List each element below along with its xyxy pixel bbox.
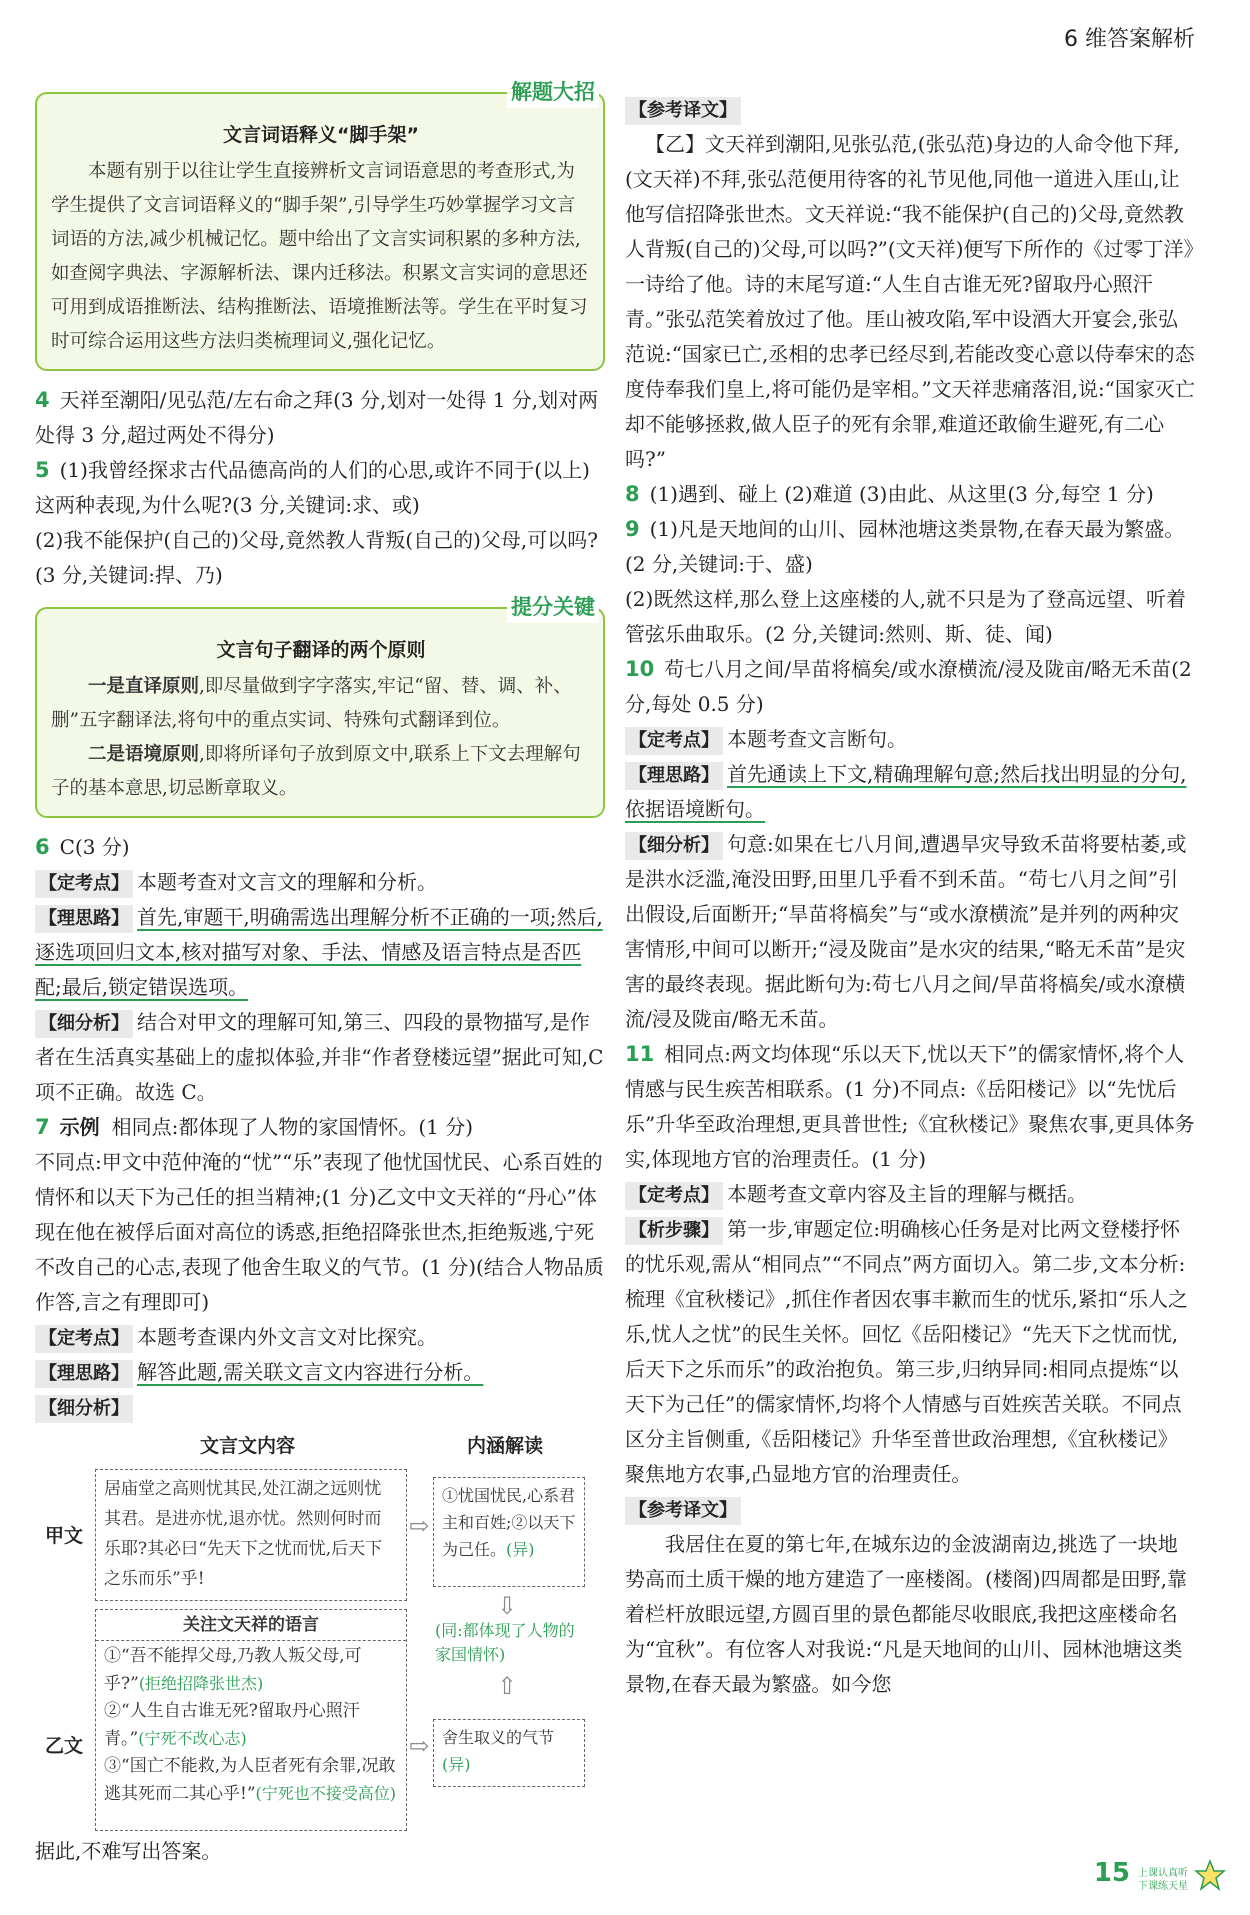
slogan-line: 上课认真听 bbox=[1138, 1868, 1188, 1879]
translation-text: 【乙】文天祥到潮阳,见张弘范,(张弘范)身边的人命令他下拜,(文天祥)不拜,张弘范便用待客的礼节见他,同他一道进入厓山,让他写信招降张世杰。文天祥说:“我不能保护(自己的)父母,竟然教人背叛(自己的)父母,可以吗?”(文天祥)便写下所作的《过零丁洋》一诗给了他。诗的末尾写道:“人生自古谁无死?留取丹心照汗青。”张弘范笑着放过了他。厓山被攻陷,军中设酒大开宴会,张弘范说:“国家已亡,丞相的忠孝已经尽到,若能改变心意以侍奉宋的态度侍奉我们皇上,将可能仍是宰相。”文天祥悲痛落泪,说:“国家灭亡却不能够拯救,做人臣子的死有余罪,难道还敢偷生避死,有二心吗?” bbox=[625, 132, 1195, 471]
answer-text: 不同点:甲文中范仲淹的“忧”“乐”表现了他忧国忧民、心系百姓的情怀和以天下为己任的担当精神;(1 分)乙文中文天祥的“丹心”体现在他在被俘后面对高位的诱惑,拒绝招降张世杰,拒绝叛逃,宁死不改自己的心志,表现了他舍生取义的气节。(1 分)(结合人物品质作答,言之有理即可) bbox=[35, 1150, 604, 1314]
column-header: 内涵解读 bbox=[467, 1435, 544, 1457]
comparison-diagram bbox=[35, 1429, 605, 1834]
interpretation-content: ①忧国忧民,心系君主和百姓;②以天下为己任。 bbox=[442, 1486, 576, 1559]
analysis-paragraph bbox=[625, 827, 1195, 1037]
tip-title: 文言词语释义“脚手架” bbox=[223, 124, 419, 146]
question-10 bbox=[625, 652, 1195, 722]
tip-body: 本题有别于以往让学生直接辨析文言词语意思的考查形式,为学生提供了文言词语释义的“脚手架”,引导学生巧妙掌握学习文言词语的方法,减少机械记忆。题中给出了文言实词积累的多种方法,如查阅字典法、字源解析法、课内迁移法。积累文言实词的意思还可用到成语推断法、结构推断法、语境推断法等。学生在平时复习时可综合运用这些方法归类梳理词义,强化记忆。 bbox=[51, 161, 588, 352]
quote-note: (宁死不改心志) bbox=[138, 1729, 247, 1748]
quote-text: ③“国亡不能救,为人臣者死有余罪,况敢逃其死而二其心乎!” bbox=[104, 1756, 396, 1804]
section-tag: 【定考点】 bbox=[625, 1182, 723, 1210]
interpretation-text bbox=[434, 1720, 584, 1782]
slogan-line: 下课练天星 bbox=[1138, 1881, 1188, 1892]
question-number: 7 bbox=[35, 1115, 50, 1139]
question-number: 8 bbox=[625, 482, 640, 506]
section-tag: 【定考点】 bbox=[625, 727, 723, 755]
answer-text: 天祥至潮阳/见弘范/左右命之拜(3 分,划对一处得 1 分,划对两处得 3 分,超过两处不得分) bbox=[35, 388, 599, 447]
star-logo-icon bbox=[1194, 1859, 1226, 1891]
interpretation-text bbox=[434, 1478, 584, 1567]
analysis-paragraph bbox=[625, 1212, 1195, 1492]
passage-excerpt: 居庙堂之高则忧其民,处江湖之远则忧其君。是进亦忧,退亦忧。然则何时而乐耶?其必曰“先天下之忧而忧,后天下之乐而乐”乎! bbox=[104, 1479, 383, 1589]
question-11 bbox=[625, 1037, 1195, 1177]
translation-text: 我居住在夏的第七年,在城东边的金波湖南边,挑选了一块地势高而土质干燥的地方建造了一座楼阁。(楼阁)四周都是田野,靠着栏杆放眼远望,方圆百里的景色都能尽收眼底,我把这座楼命名为“宜秋”。有位客人对我说:“凡是天地间的山川、园林池塘这类景物,在春天最为繁盛。如今您 bbox=[625, 1532, 1187, 1696]
analysis-text: 本题考查课内外文言文对比探究。 bbox=[137, 1325, 437, 1349]
page-header: 6 维答案解析 bbox=[1064, 27, 1195, 52]
interpretation-box bbox=[433, 1477, 585, 1587]
section-tag: 【析步骤】 bbox=[625, 1217, 723, 1245]
tip-tag: 提分关键 bbox=[507, 591, 599, 623]
tip-paragraph bbox=[51, 738, 591, 806]
example-label: 示例 bbox=[59, 1115, 100, 1139]
text-box bbox=[95, 1609, 407, 1831]
answer-text: 苟七八月之间/旱苗将槁矣/或水潦横流/浸及陇亩/略无禾苗(2 分,每处 0.5 分) bbox=[625, 657, 1192, 716]
quote-note: (拒绝招降张世杰) bbox=[138, 1674, 264, 1693]
quote-3 bbox=[96, 1753, 406, 1812]
answer-text: 相同点:两文均体现“乐以天下,忧以天下”的儒家情怀,将个人情感与民生疾苦相联系。(1 分)不同点:《岳阳楼记》以“先忧后乐”升华至政治理想,更具普世性;《宜秋楼记》聚焦农事,更具体务实,体现地方官的治理责任。(1 分) bbox=[625, 1042, 1195, 1171]
analysis-paragraph bbox=[625, 757, 1195, 827]
section-tag: 【细分析】 bbox=[35, 1010, 133, 1038]
analysis-text: 首先通读上下文,精确理解句意;然后找出明显的分句,依据语境断句。 bbox=[625, 762, 1187, 821]
interpretation-note: (异) bbox=[506, 1540, 535, 1559]
answer-text: C(3 分) bbox=[59, 835, 130, 859]
section-tag: 【理思路】 bbox=[625, 762, 723, 790]
column-header: 文言文内容 bbox=[200, 1435, 296, 1457]
answer-text: (2)既然这样,那么登上这座楼的人,就不只是为了登高远望、听着管弦乐曲取乐。(2 分,关键词:然则、斯、徒、闻) bbox=[625, 587, 1187, 646]
analysis-text: 第一步,审题定位:明确核心任务是对比两文登楼抒怀的忧乐观,需从“相同点”“不同点”两方面切入。第二步,文本分析:梳理《宜秋楼记》,抓住作者因农事丰歉而生的忧乐,紧扣“乐人之乐,忧人之忧”的民生关怀。回忆《岳阳楼记》“先天下之忧而忧,后天下之乐而乐”的政治抱负。第三步,归纳异同:相同点提炼“以天下为己任”的儒家情怀,均将个人情感与百姓疾苦关联。不同点区分主旨侧重,《岳阳楼记》升华至普世政治理想,《宜秋楼记》聚焦地方农事,凸显地方官的治理责任。 bbox=[625, 1217, 1188, 1486]
quote-text: ②“人生自古谁无死?留取丹心照汗青。” bbox=[104, 1701, 360, 1749]
section-tag: 【参考译文】 bbox=[625, 97, 741, 125]
question-number: 4 bbox=[35, 388, 50, 412]
analysis-text: 句意:如果在七八月间,遭遇旱灾导致禾苗将要枯萎,或是洪水泛滥,淹没田野,田里几乎看不到禾苗。“苟七八月之间”引出假设,后面断开;“旱苗将槁矣”与“或水潦横流”是并列的两种灾害情形,中间可以断开;“浸及陇亩”是水灾的结果,“略无禾苗”是灾害的最终表现。据此断句为:苟七八月之间/旱苗将槁矣/或水潦横流/浸及陇亩/略无禾苗。 bbox=[625, 832, 1187, 1031]
analysis-paragraph bbox=[35, 1390, 605, 1425]
question-number: 10 bbox=[625, 657, 655, 681]
answer-text: (1)我曾经探求古代品德高尚的人们的心思,或许不同于(以上)这两种表现,为什么呢?(3 分,关键词:求、或) bbox=[35, 458, 590, 517]
tip-paragraph bbox=[51, 670, 591, 738]
same-note: (同:都体现了人物的家国情怀) bbox=[435, 1621, 575, 1664]
question-number: 5 bbox=[35, 458, 50, 482]
question-7 bbox=[35, 1110, 605, 1145]
question-4 bbox=[35, 383, 605, 453]
row-label: 甲文 bbox=[45, 1525, 84, 1547]
analysis-paragraph bbox=[35, 900, 605, 1005]
text-box bbox=[95, 1469, 407, 1601]
principle-text: ,即尽量做到字字落实,牢记“留、替、调、补、删”五字翻译法,将句中的重点实词、特殊句式翻译到位。 bbox=[51, 676, 572, 731]
answer-text: (2)我不能保护(自己的)父母,竟然教人背叛(自己的)父母,可以吗?(3 分,关键词:捍、乃) bbox=[35, 528, 598, 587]
answer-text: (1)遇到、碰上 (2)难道 (3)由此、从这里(3 分,每空 1 分) bbox=[649, 482, 1154, 506]
analysis-paragraph bbox=[35, 865, 605, 900]
question-number: 9 bbox=[625, 517, 640, 541]
right-column bbox=[625, 92, 1195, 1702]
section-heading bbox=[625, 92, 1195, 127]
row-label: 乙文 bbox=[45, 1735, 84, 1757]
arrow-down-icon: ⇩ bbox=[497, 1592, 518, 1620]
analysis-text: 首先,审题干,明确需选出理解分析不正确的一项;然后,逐选项回归文本,核对描写对象、手法、情感及语言特点是否匹配;最后,锁定错误选项。 bbox=[35, 905, 603, 999]
tip-title: 文言句子翻译的两个原则 bbox=[216, 639, 426, 661]
quote-text: ①“吾不能捍父母,乃教人叛父母,可乎?” bbox=[104, 1646, 362, 1694]
section-tag: 【细分析】 bbox=[625, 832, 723, 860]
quote-note: (宁死也不接受高位) bbox=[255, 1784, 397, 1803]
analysis-text: 解答此题,需关联文言文内容进行分析。 bbox=[137, 1360, 484, 1384]
arrow-up-icon: ⇧ bbox=[497, 1672, 518, 1700]
principle-text: ,即将所译句子放到原文中,联系上下文去理解句子的基本意思,切忌断章取义。 bbox=[51, 744, 581, 799]
section-tag: 【参考译文】 bbox=[625, 1497, 741, 1525]
section-tag: 【理思路】 bbox=[35, 1360, 133, 1388]
section-heading bbox=[625, 1492, 1195, 1527]
question-9 bbox=[625, 512, 1195, 582]
left-column bbox=[35, 80, 605, 1869]
analysis-paragraph bbox=[35, 1005, 605, 1110]
analysis-paragraph bbox=[35, 1320, 605, 1355]
analysis-text: 本题考查文章内容及主旨的理解与概括。 bbox=[727, 1182, 1087, 1206]
principle-title: 二是语境原则 bbox=[88, 744, 200, 765]
analysis-text: 本题考查对文言文的理解和分析。 bbox=[137, 870, 437, 894]
question-number: 6 bbox=[35, 835, 50, 859]
page-number: 15 bbox=[1093, 1858, 1130, 1888]
quote-1 bbox=[96, 1641, 406, 1698]
section-tag: 【理思路】 bbox=[35, 905, 133, 933]
tip-box-problem-solving bbox=[35, 80, 605, 371]
interpretation-note: (异) bbox=[442, 1755, 471, 1774]
interpretation-box bbox=[433, 1719, 585, 1787]
analysis-text: 本题考查文言断句。 bbox=[727, 727, 907, 751]
arrow-right-icon: ⇨ bbox=[409, 1732, 430, 1760]
tip-box-key-points bbox=[35, 595, 605, 818]
analysis-text: 结合对甲文的理解可知,第三、四段的景物描写,是作者在生活真实基础上的虚拟体验,并非“作者登楼远望”据此可知,C 项不正确。故选 C。 bbox=[35, 1010, 604, 1104]
sub-header: 关注文天祥的语言 bbox=[96, 1610, 406, 1641]
quote-2 bbox=[96, 1698, 406, 1753]
conclusion-text: 据此,不难写出答案。 bbox=[35, 1839, 222, 1863]
arrow-right-icon: ⇨ bbox=[409, 1512, 430, 1540]
answer-text: 相同点:都体现了人物的家国情怀。(1 分) bbox=[111, 1115, 474, 1139]
question-number: 11 bbox=[625, 1042, 655, 1066]
analysis-paragraph bbox=[625, 1177, 1195, 1212]
section-tag: 【定考点】 bbox=[35, 1325, 133, 1353]
footer-slogan bbox=[1138, 1867, 1188, 1893]
analysis-paragraph bbox=[35, 1355, 605, 1390]
question-8 bbox=[625, 477, 1195, 512]
section-tag: 【定考点】 bbox=[35, 870, 133, 898]
analysis-paragraph bbox=[625, 722, 1195, 757]
question-6 bbox=[35, 830, 605, 865]
interpretation-content: 舍生取义的气节 bbox=[442, 1728, 555, 1747]
question-5 bbox=[35, 453, 605, 523]
section-tag: 【细分析】 bbox=[35, 1395, 133, 1423]
principle-title: 一是直译原则 bbox=[88, 676, 200, 697]
answer-text: (1)凡是天地间的山川、园林池塘这类景物,在春天最为繁盛。(2 分,关键词:于、盛) bbox=[625, 517, 1185, 576]
tip-tag: 解题大招 bbox=[507, 76, 599, 108]
